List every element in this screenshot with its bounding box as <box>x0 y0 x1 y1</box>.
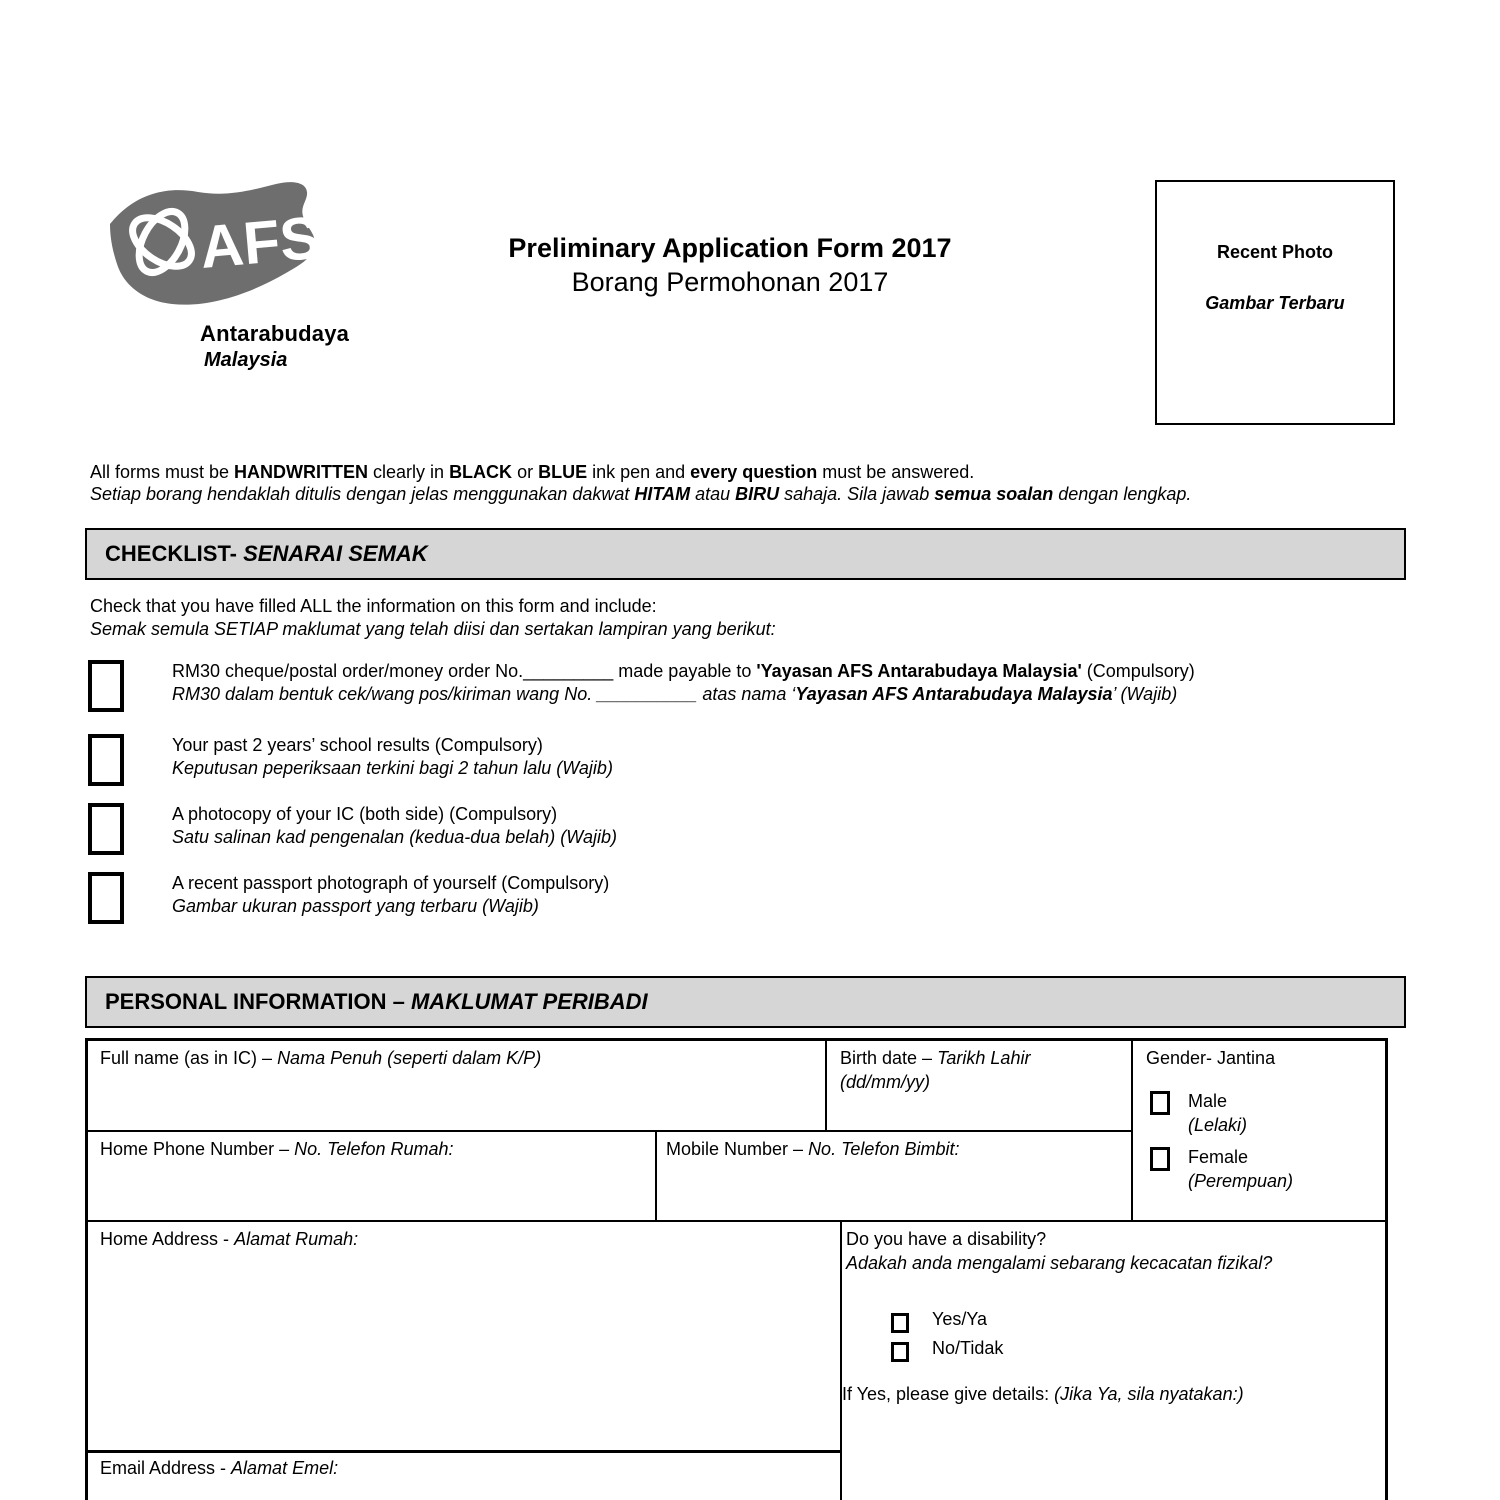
disability-yes-checkbox[interactable] <box>891 1313 909 1333</box>
form-title: Preliminary Application Form 2017 <box>508 233 952 263</box>
birth-date-label: Birth date – Tarikh Lahir (dd/mm/yy) <box>840 1046 1120 1094</box>
disability-no-label: No/Tidak <box>932 1338 1004 1358</box>
checklist-item-ic-photocopy <box>88 803 1398 849</box>
email-input-area[interactable] <box>90 1483 835 1500</box>
disability-question <box>846 1227 1376 1275</box>
photo-box-label-ms: Gambar Terbaru <box>1205 293 1345 313</box>
disability-no-checkbox[interactable] <box>891 1342 909 1362</box>
checklist-section-header <box>85 528 1406 580</box>
email-label: Email Address - Alamat Emel: <box>100 1458 339 1478</box>
org-country: Malaysia <box>204 349 288 371</box>
checklist-item-line-ms: RM30 dalam bentuk cek/wang pos/kiriman wang No. __________ atas nama ‘Yayasan AFS Antarabudaya Malaysia’ (Wajib) <box>172 684 1178 704</box>
school-results-checkbox[interactable] <box>88 734 124 786</box>
checklist-item-line-ms: Gambar ukuran passport yang terbaru (Wajib) <box>172 896 539 916</box>
divider <box>88 1220 1385 1222</box>
birth-date-input-area[interactable] <box>828 1096 1128 1128</box>
personal-info-table <box>85 1038 1388 1500</box>
disability-question-en: Do you have a disability? <box>846 1229 1047 1249</box>
checklist-item-line-en: Your past 2 years’ school results (Compulsory) <box>172 735 543 755</box>
mobile-number-label: Mobile Number – No. Telefon Bimbit: <box>666 1139 960 1159</box>
gender-male-checkbox[interactable] <box>1150 1091 1170 1115</box>
checklist-item-line-ms: Satu salinan kad pengenalan (kedua-dua belah) (Wajib) <box>172 827 617 847</box>
checklist-item-line-ms: Keputusan peperiksaan terkini bagi 2 tahun lalu (Wajib) <box>172 758 613 778</box>
gender-female-checkbox[interactable] <box>1150 1147 1170 1171</box>
instructions <box>90 461 1400 505</box>
gender-label: Gender- Jantina <box>1146 1048 1276 1068</box>
passport-photo-checkbox[interactable] <box>88 872 124 924</box>
personal-info-section-title: PERSONAL INFORMATION – MAKLUMAT PERIBADI <box>105 989 648 1014</box>
form-title-block <box>430 231 1030 299</box>
mobile-number-input-area[interactable] <box>660 1165 1128 1218</box>
recent-photo-box <box>1155 180 1395 425</box>
checklist-intro-ms: Semak semula SETIAP maklumat yang telah diisi dan sertakan lampiran yang berikut: <box>90 619 776 639</box>
instructions-line-en: All forms must be HANDWRITTEN clearly in BLACK or BLUE ink pen and every question must be answered. <box>90 462 975 482</box>
checklist-item-line-en: RM30 cheque/postal order/money order No._________ made payable to 'Yayasan AFS Antarabudaya Malaysia' (Compulsory) <box>172 661 1195 681</box>
disability-details-input-area[interactable] <box>844 1411 1379 1500</box>
photo-box-label-en: Recent Photo <box>1216 242 1333 262</box>
checklist-item-line-en: A photocopy of your IC (both side) (Compulsory) <box>172 804 558 824</box>
divider <box>825 1041 827 1130</box>
divider <box>88 1450 842 1453</box>
checklist-intro-en: Check that you have filled ALL the information on this form and include: <box>90 596 657 616</box>
payment-checkbox[interactable] <box>88 660 124 712</box>
divider <box>655 1130 657 1220</box>
gender-female-label: Female (Perempuan) <box>1188 1147 1294 1191</box>
checklist-item-school-results <box>88 734 1398 780</box>
home-phone-input-area[interactable] <box>90 1165 650 1218</box>
checklist-section-title: CHECKLIST- SENARAI SEMAK <box>105 541 428 566</box>
gender-male-label: Male (Lelaki) <box>1188 1091 1248 1135</box>
full-name-input-area[interactable] <box>90 1073 820 1128</box>
home-address-label: Home Address - Alamat Rumah: <box>100 1229 359 1249</box>
ic-photocopy-checkbox[interactable] <box>88 803 124 855</box>
afs-logo-text: AFS <box>197 203 323 281</box>
disability-yes-label: Yes/Ya <box>932 1309 988 1329</box>
divider <box>840 1220 842 1500</box>
org-name: Antarabudaya <box>200 321 350 346</box>
checklist-item-passport-photo <box>88 872 1398 918</box>
instructions-line-ms: Setiap borang hendaklah ditulis dengan jelas menggunakan dakwat HITAM atau BIRU sahaja. Sila jawab semua soalan dengan lengkap. <box>90 484 1192 504</box>
divider <box>88 1130 1133 1132</box>
home-phone-label: Home Phone Number – No. Telefon Rumah: <box>100 1139 454 1159</box>
afs-logo <box>100 178 360 372</box>
personal-info-section-header <box>85 976 1406 1028</box>
disability-details-label: If Yes, please give details: (Jika Ya, sila nyatakan:) <box>842 1384 1244 1404</box>
home-address-input-area[interactable] <box>90 1255 835 1448</box>
form-subtitle: Borang Permohonan 2017 <box>571 267 889 297</box>
full-name-label: Full name (as in IC) – Nama Penuh (seperti dalam K/P) <box>100 1048 542 1068</box>
birth-date-format: (dd/mm/yy) <box>840 1072 930 1092</box>
checklist-intro <box>90 595 1390 641</box>
checklist-item-line-en: A recent passport photograph of yourself (Compulsory) <box>172 873 610 893</box>
disability-question-ms: Adakah anda mengalami sebarang kecacatan fizikal? <box>846 1253 1273 1273</box>
checklist-item-payment <box>88 660 1398 706</box>
afs-flag-globe-icon <box>100 178 340 310</box>
